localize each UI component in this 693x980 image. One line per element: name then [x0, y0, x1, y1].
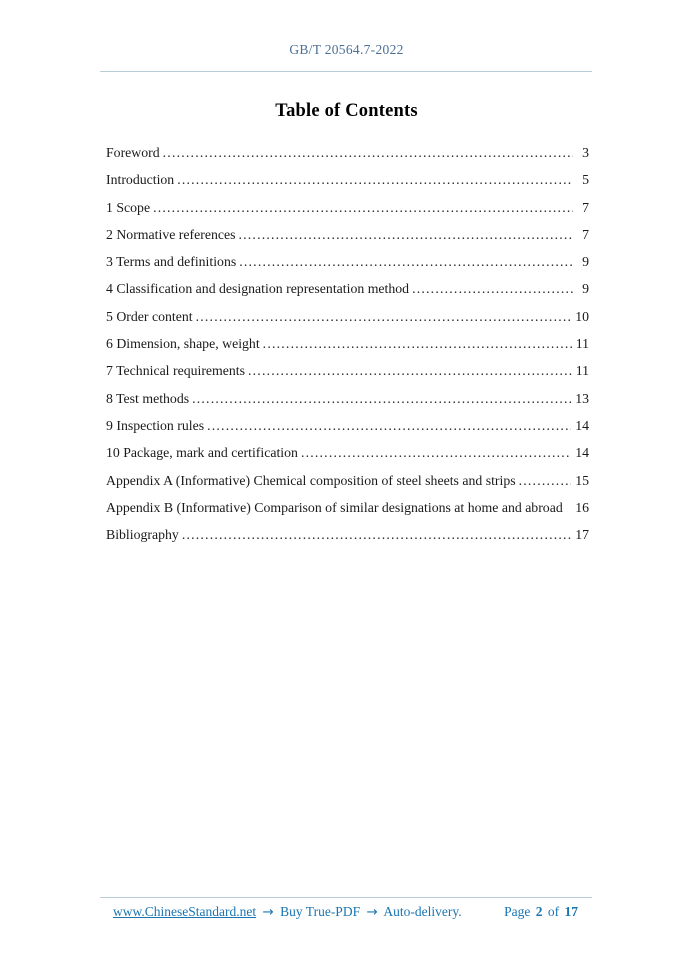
toc-entry [106, 200, 589, 227]
footer-site-line [113, 904, 462, 920]
toc-leader-dots [412, 281, 573, 297]
toc-entry-label: Introduction [106, 172, 175, 188]
toc-entry [106, 391, 589, 418]
toc-entry-page: 11 [575, 336, 589, 352]
page-label: Page [504, 904, 531, 919]
toc-entry [106, 445, 589, 472]
toc-entry-page: 9 [582, 254, 589, 270]
toc-leader-dots [238, 227, 573, 243]
toc-entry-page: 3 [582, 145, 589, 160]
toc-entry-label: Appendix A (Informative) Chemical composition of steel sheets and strips [106, 472, 516, 488]
page-total: 17 [564, 904, 578, 919]
toc-entry-label: Bibliography [106, 527, 179, 543]
toc-leader-dots [192, 391, 571, 407]
toc-entry-label: 7 Technical requirements [106, 363, 245, 379]
toc-leader-dots [301, 445, 571, 461]
toc-entry [106, 418, 589, 445]
header-divider [100, 71, 592, 72]
toc-leader-dots [263, 336, 572, 352]
toc-leader-dots [248, 363, 572, 379]
toc-entry [106, 336, 589, 363]
toc-entry-label: 5 Order content [106, 308, 193, 324]
toc-entry-page: 5 [582, 172, 589, 188]
toc-entry [106, 309, 589, 336]
toc-entry-page: 15 [575, 472, 589, 488]
toc-entry-label: 1 Scope [106, 199, 151, 215]
footer-delivery-text: Auto-delivery. [383, 904, 462, 919]
toc-entry-label: 3 Terms and definitions [106, 254, 237, 270]
toc-entry-label: 6 Dimension, shape, weight [106, 336, 260, 352]
toc-leader-dots [153, 200, 573, 216]
toc-entry-label: 2 Normative references [106, 226, 236, 242]
arrow-right-icon: → [262, 904, 274, 920]
header-doc-number: GB/T 20564.7-2022 [289, 42, 404, 57]
toc-entry-label: 4 Classification and designation representation method [106, 281, 410, 297]
toc-entry-page: 9 [582, 281, 589, 297]
page-title: Table of Contents [275, 101, 418, 121]
footer-site-link[interactable]: www.ChineseStandard.net [113, 904, 257, 919]
page-footer [113, 904, 580, 920]
toc-entry-page: 7 [582, 226, 589, 242]
toc-entry [106, 473, 589, 500]
page-of-label: of [547, 904, 560, 919]
toc-entry-page: 14 [575, 445, 589, 461]
toc-leader-dots [207, 418, 571, 434]
page-indicator [504, 904, 580, 920]
toc-entry-page: 11 [575, 363, 589, 379]
table-of-contents [106, 145, 589, 554]
toc-entry [106, 172, 589, 199]
toc-entry [106, 500, 589, 527]
toc-entry-page: 10 [575, 308, 589, 324]
toc-entry-label: 10 Package, mark and certification [106, 445, 298, 461]
toc-entry-page: 16 [575, 499, 589, 515]
toc-leader-dots [177, 172, 573, 188]
toc-leader-dots [519, 473, 572, 489]
toc-entry-label: 8 Test methods [106, 390, 190, 406]
toc-entry-page: 7 [582, 199, 589, 215]
footer-divider [100, 897, 592, 898]
arrow-right-icon: → [366, 904, 378, 920]
footer-buy-text: Buy True-PDF [280, 904, 361, 919]
toc-entry-label: 9 Inspection rules [106, 417, 205, 433]
page-number: 2 [535, 904, 543, 919]
toc-entry [106, 363, 589, 390]
toc-entry-page: 13 [575, 390, 589, 406]
toc-entry [106, 281, 589, 308]
toc-leader-dots [182, 527, 571, 543]
toc-leader-dots [196, 309, 572, 325]
toc-entry [106, 145, 589, 172]
toc-entry-page: 14 [575, 417, 589, 433]
toc-entry-label: Foreword [106, 145, 160, 160]
toc-entry [106, 254, 589, 281]
toc-leader-dots [239, 254, 573, 270]
toc-leader-dots [163, 145, 573, 161]
toc-entry-page: 17 [575, 527, 589, 543]
toc-entry-label: Appendix B (Informative) Comparison of similar designations at home and abroad [106, 499, 563, 515]
toc-entry [106, 227, 589, 254]
toc-entry [106, 527, 589, 554]
